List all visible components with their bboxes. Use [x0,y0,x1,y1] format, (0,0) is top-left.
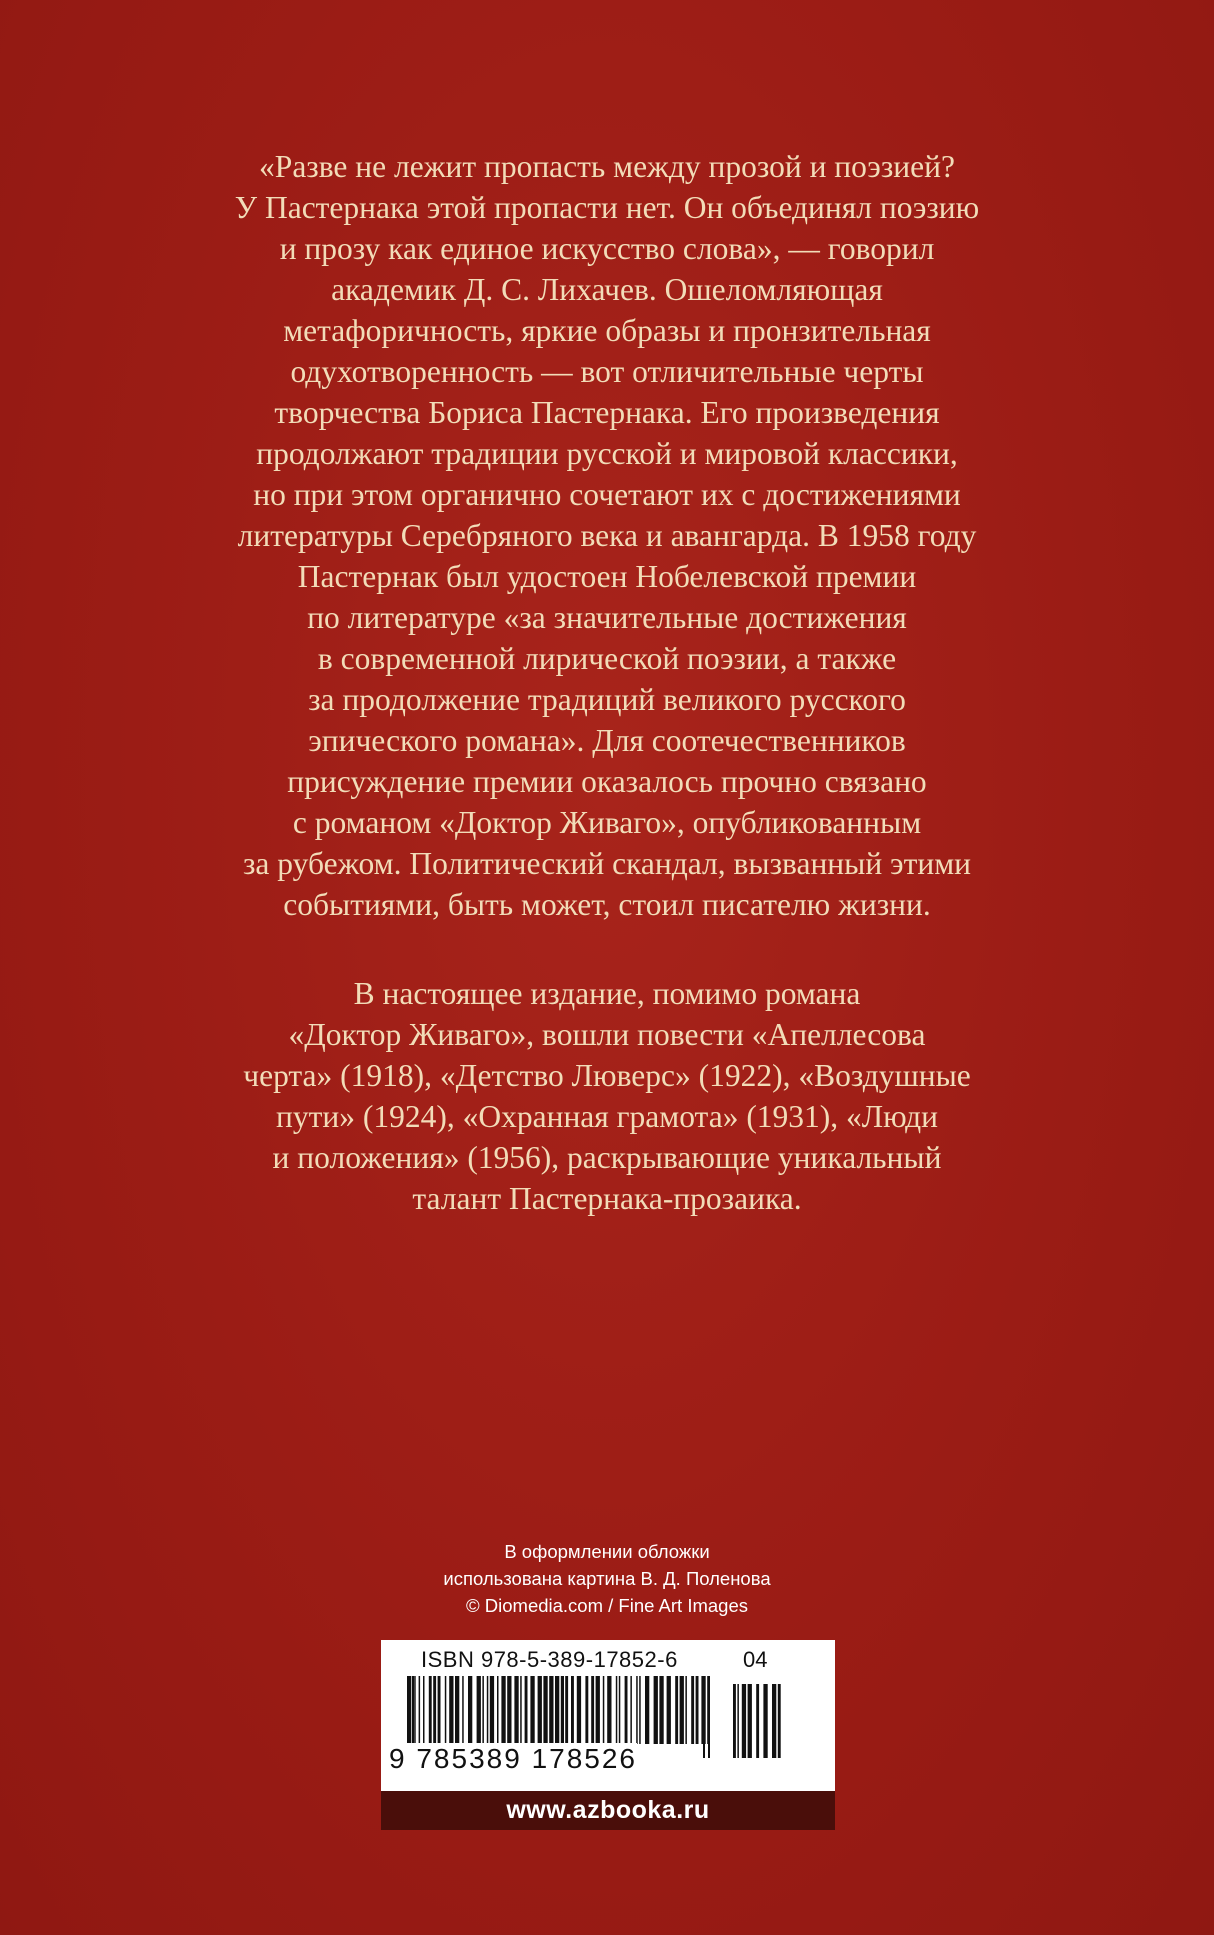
barcode-bar [636,1676,638,1744]
barcode-bar [596,1676,600,1744]
barcode-bar [625,1676,628,1744]
annotation-line: литературы Серебряного века и авангарда. В 1958 году [237,518,977,553]
barcode-guard-bar [708,1676,710,1758]
annotation-line: по литературе «за значительные достижения [307,600,907,635]
credits-line: © Diomedia.com / Fine Art Images [466,1595,748,1616]
annotation-line: творчества Бориса Пастернака. Его произведения [274,395,940,430]
barcode-bar [645,1676,649,1744]
annotation-line: и положения» (1956), раскрывающие уникальный [272,1140,942,1175]
annotation-line: черта» (1918), «Детство Люверс» (1922), «Воздушные [243,1058,971,1093]
barcode-bar [449,1676,453,1744]
barcode-bar [445,1676,447,1744]
barcode-bar [507,1676,511,1744]
barcode-bar [530,1676,534,1744]
barcode-bar [607,1676,611,1744]
barcode-bar [490,1676,494,1744]
barcode-bar [514,1676,518,1744]
annotation-line: У Пастернака этой пропасти нет. Он объединял поэзию [234,190,980,225]
barcode-bar [525,1676,528,1744]
barcode-bar [487,1676,489,1744]
credits-line: использована картина В. Д. Поленова [443,1568,771,1589]
cover-credits [307,1538,907,1619]
annotation-line: метафоричность, яркие образы и пронзительная [283,313,931,348]
annotation-line: Пастернак был удостоен Нобелевской премии [297,559,917,594]
annotation-line: продолжают традиции русской и мировой классики, [256,436,958,471]
barcode-bar [737,1684,739,1758]
barcode-bar [733,1684,736,1758]
annotation-line: и прозу как единое искусство слова», — говорил [279,231,935,266]
barcode-bar [763,1684,767,1758]
publisher-website: www.azbooka.ru [381,1791,835,1830]
barcode-bar [482,1676,484,1744]
barcode-bar [477,1676,481,1744]
barcode-bar [438,1676,441,1744]
barcode-bar [675,1676,678,1744]
barcode-bar [520,1676,522,1744]
barcode-bar [654,1676,658,1744]
annotation-line: В настоящее издание, помимо романа [353,976,861,1011]
barcode-bar [778,1684,781,1758]
annotation-line: за продолжение традиций великого русского [308,682,906,717]
barcode-bar [419,1676,421,1744]
barcode-bar [501,1676,505,1744]
barcode-bar [630,1676,632,1744]
barcode-bar [591,1676,594,1744]
barcode-bar [616,1676,618,1744]
annotation-line: за рубежом. Политический скандал, вызванный этими [242,846,971,881]
barcode-bar [571,1676,574,1744]
annotation-line: академик Д. С. Лихачев. Ошеломляющая [331,272,883,307]
annotation-line: «Разве не лежит пропасть между прозой и поэзией? [259,149,955,184]
barcode-bar [756,1684,759,1758]
barcode-bar [585,1676,588,1744]
barcode-bar [680,1676,684,1744]
barcode-bar [577,1676,581,1744]
annotation-line: одухотворенность — вот отличительные черты [290,354,924,389]
isbn-addon: 04 [743,1647,768,1672]
annotation-line: с романом «Доктор Живаго», опубликованным [292,805,922,840]
barcode-bar [696,1676,699,1744]
annotation-line: пути» (1924), «Охранная грамота» (1931), «Люди [276,1099,938,1134]
barcode-bar [543,1676,547,1744]
annotation-line: «Доктор Живаго», вошли повести «Апеллесова [288,1017,926,1052]
barcode-bar [468,1676,472,1744]
barcode-bar [565,1676,568,1744]
credits-line: В оформлении обложки [504,1541,710,1562]
annotation-line: эпического романа». Для соотечественников [308,723,906,758]
barcode-bar [433,1676,436,1744]
barcode-bar [414,1676,416,1744]
barcode-bar [423,1676,425,1744]
barcode-bar [603,1676,605,1744]
barcode-bar [549,1676,553,1744]
annotation-line: в современной лирической поэзии, а также [317,641,897,676]
barcode-bar [619,1676,621,1744]
barcode-bar [691,1676,694,1744]
annotation-line: событиями, быть может, стоил писателю жизни. [283,887,931,922]
barcode-bar [685,1676,687,1744]
barcode-bar [772,1684,776,1758]
barcode-bar [497,1676,499,1744]
annotation-line: но при этом органично сочетают их с достижениями [253,477,961,512]
barcode-bar [742,1684,746,1758]
barcode-bar [667,1676,671,1744]
annotation-paragraph-1 [150,146,1064,925]
isbn-label: ISBN 978-5-389-17852-6 [421,1647,678,1672]
barcode-bar [455,1676,459,1744]
barcode-bar [659,1676,663,1744]
barcode-bar [429,1676,432,1744]
isbn-barcode [381,1640,835,1791]
barcode-bar [639,1676,641,1744]
ean-digits: 9 785389 178526 [389,1743,637,1774]
annotation-line: присуждение премии оказалось прочно связано [287,764,927,799]
barcode-bar [748,1684,752,1758]
barcode-bar [462,1676,464,1744]
annotation-line: талант Пастернака-прозаика. [412,1181,802,1216]
barcode-bar [538,1676,542,1744]
annotation-paragraph-2 [150,973,1064,1219]
barcode-guard-bar [703,1676,705,1758]
